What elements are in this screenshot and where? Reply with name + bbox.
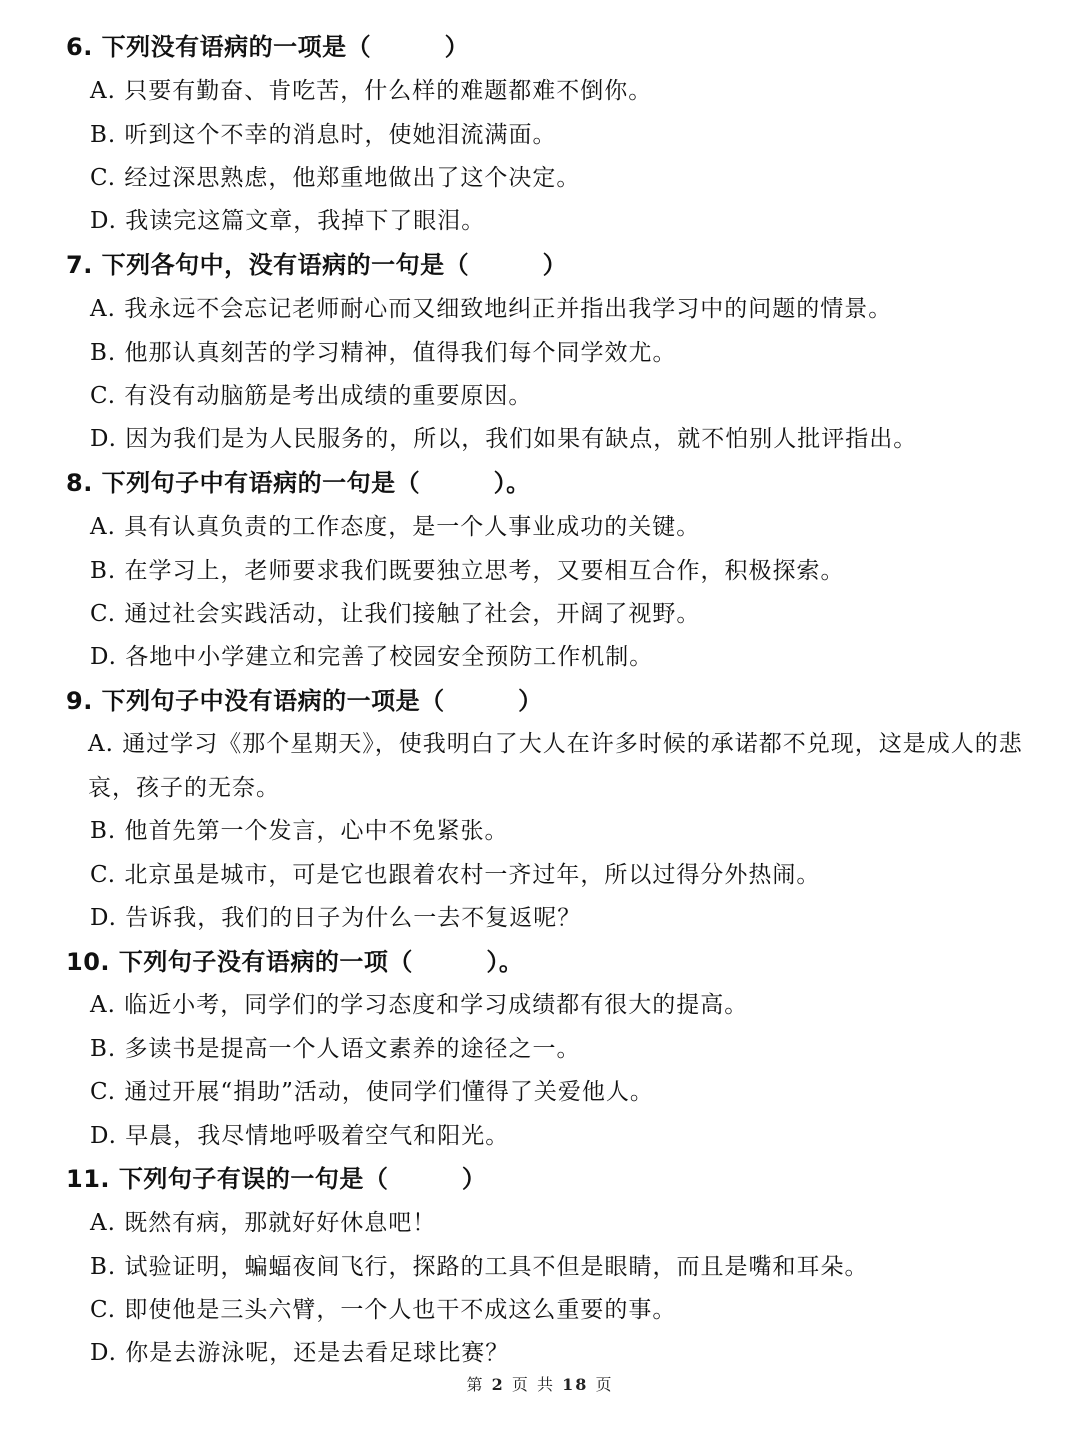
- question-7-option-d: D. 因为我们是为人民服务的，所以，我们如果有缺点，就不怕别人批评指出。: [90, 426, 918, 452]
- total-page-number: 18: [562, 1375, 589, 1394]
- question-10-option-a: A. 临近小考，同学们的学习态度和学习成绩都有很大的提高。: [90, 992, 749, 1018]
- question-9-option-b: B. 他首先第一个发言，心中不免紧张。: [90, 818, 509, 844]
- question-11-option-c: C. 即使他是三头六臂，一个人也干不成这么重要的事。: [90, 1297, 677, 1323]
- page-footer: [0, 1373, 1080, 1397]
- question-6-option-a: A. 只要有勤奋、肯吃苦，什么样的难题都难不倒你。: [90, 78, 653, 104]
- question-11-title: 11. 下列句子有误的一句是（ ）: [66, 1165, 487, 1193]
- question-9-option-c: C. 北京虽是城市，可是它也跟着农村一齐过年，所以过得分外热闹。: [90, 862, 821, 888]
- question-9-option-d: D. 告诉我，我们的日子为什么一去不复返呢？: [90, 905, 582, 931]
- footer-suffix: 页: [595, 1375, 614, 1394]
- question-10-option-d: D. 早晨，我尽情地呼吸着空气和阳光。: [90, 1123, 510, 1149]
- question-7-option-c: C. 有没有动脑筋是考出成绩的重要原因。: [90, 383, 533, 409]
- question-7-title: 7. 下列各句中，没有语病的一句是（ ）: [66, 251, 568, 279]
- question-8-option-d: D. 各地中小学建立和完善了校园安全预防工作机制。: [90, 644, 654, 670]
- question-8-option-b: B. 在学习上，老师要求我们既要独立思考，又要相互合作，积极探索。: [90, 558, 845, 584]
- current-page-number: 2: [491, 1375, 505, 1394]
- question-8-title: 8. 下列句子中有语病的一句是（ ）。: [66, 469, 531, 497]
- question-9-title: 9. 下列句子中没有语病的一项是（ ）: [66, 687, 543, 715]
- question-10-option-c: C. 通过开展“捐助”活动，使同学们懂得了关爱他人。: [90, 1079, 654, 1105]
- question-6-option-b: B. 听到这个不幸的消息时，使她泪流满面。: [90, 122, 557, 148]
- question-8-option-a: A. 具有认真负责的工作态度，是一个人事业成功的关键。: [90, 514, 701, 540]
- question-10-option-b: B. 多读书是提高一个人语文素养的途径之一。: [90, 1036, 581, 1062]
- question-11-option-a: A. 既然有病，那就好好休息吧！: [90, 1210, 437, 1236]
- question-6-option-d: D. 我读完这篇文章，我掉下了眼泪。: [90, 208, 486, 234]
- question-8-option-c: C. 通过社会实践活动，让我们接触了社会，开阔了视野。: [90, 601, 701, 627]
- question-6-option-c: C. 经过深思熟虑，他郑重地做出了这个决定。: [90, 165, 581, 191]
- footer-prefix: 第: [466, 1375, 485, 1394]
- question-6-title: 6. 下列没有语病的一项是（ ）: [66, 33, 470, 61]
- footer-middle: 页 共: [511, 1375, 555, 1394]
- question-7-option-b: B. 他那认真刻苦的学习精神，值得我们每个同学效尤。: [90, 340, 677, 366]
- question-11-option-b: B. 试验证明，蝙蝠夜间飞行，探路的工具不但是眼睛，而且是嘴和耳朵。: [90, 1254, 869, 1280]
- question-9-option-a: A. 通过学习《那个星期天》，使我明白了大人在许多时候的承诺都不兑现，这是成人的悲哀，孩子的无奈。: [88, 731, 1023, 801]
- question-11-option-d: D. 你是去游泳呢，还是去看足球比赛？: [90, 1340, 510, 1366]
- question-10-title: 10. 下列句子没有语病的一项（ ）。: [66, 948, 524, 976]
- question-7-option-a: A. 我永远不会忘记老师耐心而又细致地纠正并指出我学习中的问题的情景。: [90, 296, 893, 322]
